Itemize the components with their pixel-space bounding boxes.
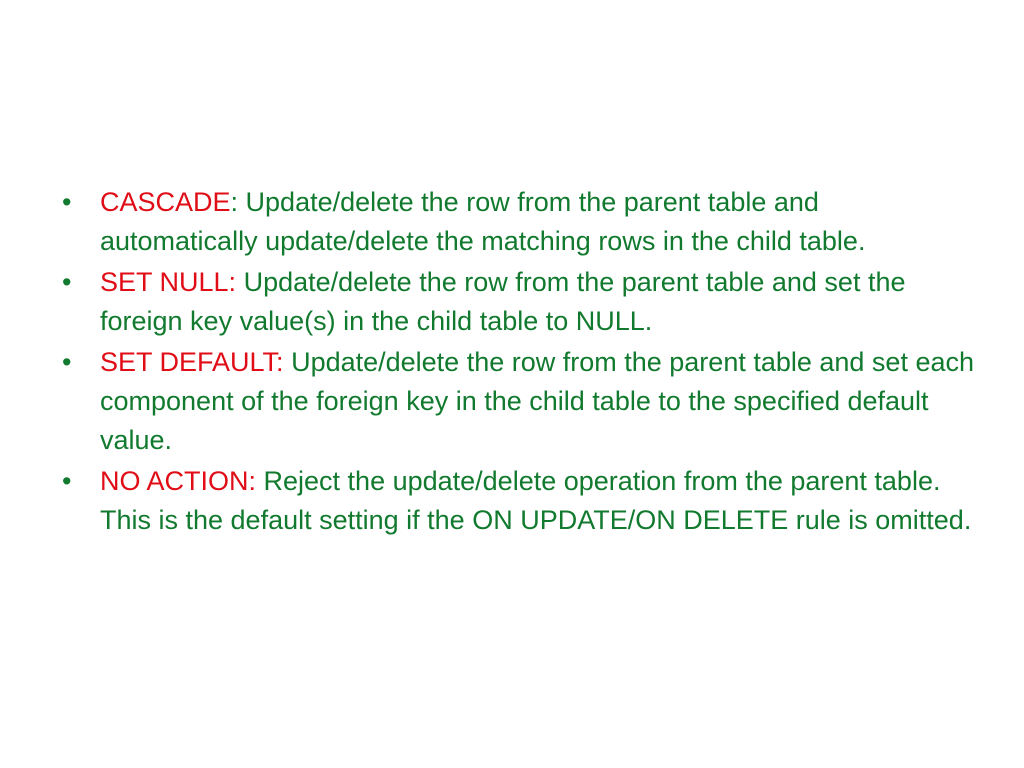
bullet-marker-icon: •: [62, 267, 72, 297]
bullet-description: Reject the update/delete operation from the parent table. This is the default setting if the ON UPDATE/ON DELETE rule is omitted.: [100, 466, 972, 535]
bullet-list: [62, 183, 982, 542]
bullet-marker-icon: •: [62, 187, 72, 217]
bullet-item-set-null: [62, 263, 982, 341]
bullet-term: SET NULL:: [100, 267, 237, 297]
bullet-description: : Update/delete the row from the parent table and automatically update/delete the matching rows in the child table.: [100, 187, 866, 256]
bullet-marker-icon: •: [62, 347, 72, 377]
bullet-term: SET DEFAULT:: [100, 347, 284, 377]
bullet-term: CASCADE: [100, 187, 231, 217]
bullet-description: Update/delete the row from the parent table and set the foreign key value(s) in the child table to NULL.: [100, 267, 906, 336]
bullet-item-set-default: [62, 343, 982, 460]
bullet-term: NO ACTION:: [100, 466, 257, 496]
bullet-description: Update/delete the row from the parent table and set each component of the foreign key in the child table to the specified default value.: [100, 347, 975, 455]
bullet-item-cascade: [62, 183, 982, 261]
bullet-marker-icon: •: [62, 466, 72, 496]
bullet-item-no-action: [62, 462, 982, 540]
